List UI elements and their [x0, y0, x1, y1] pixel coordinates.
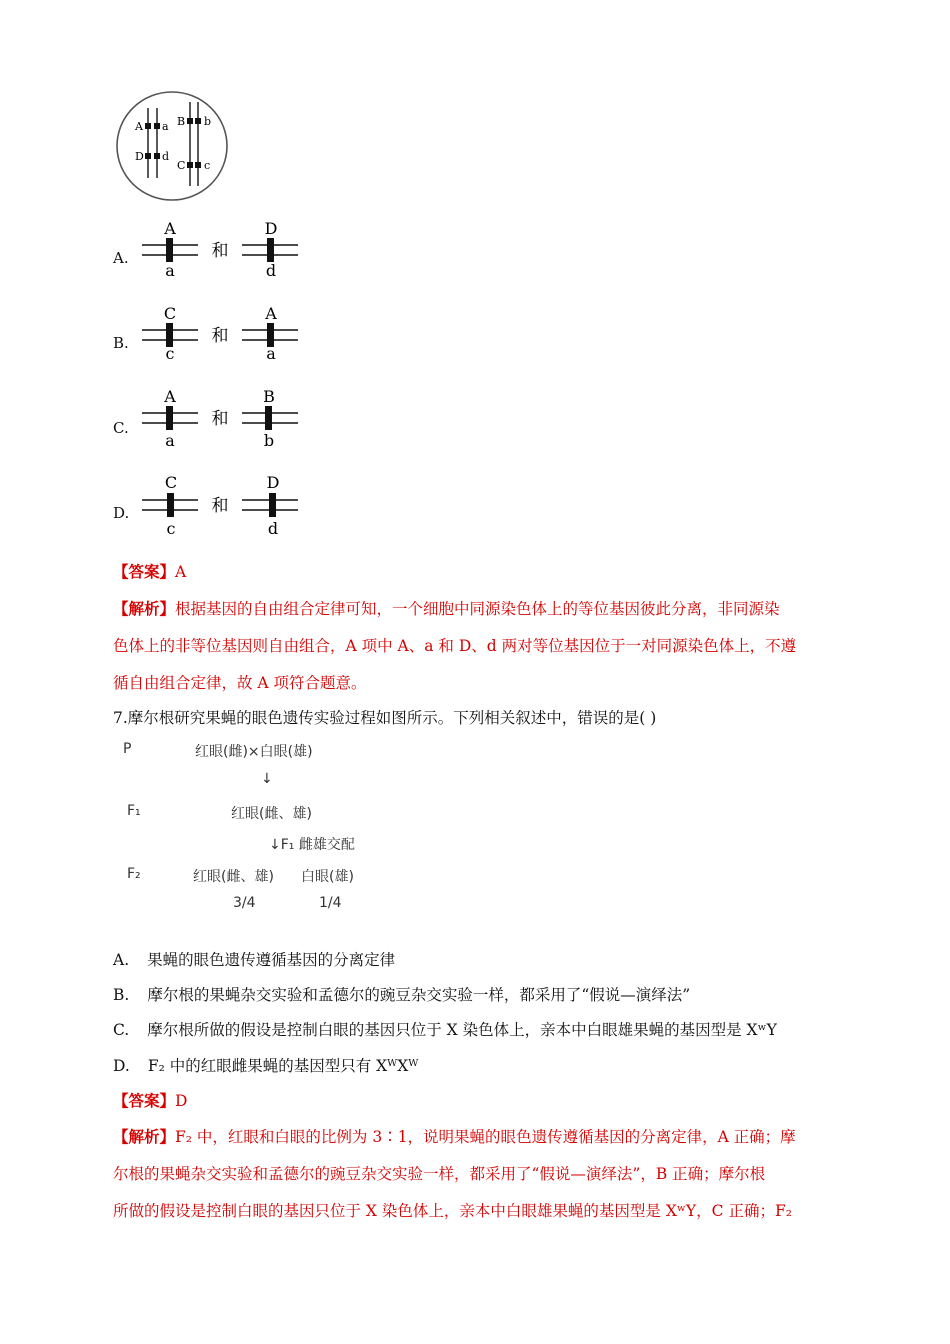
answer-value: D — [175, 1092, 188, 1110]
option-b-diagram — [140, 303, 300, 367]
option-b-left-top: C — [163, 304, 177, 323]
option-a-right-bottom: d — [265, 261, 277, 280]
option-c-left-top: A — [164, 387, 176, 406]
q7-option-b: B. 摩尔根的果蝇杂交实验和孟德尔的豌豆杂交实验一样，都采用了“假说—演绎法” — [113, 986, 691, 1004]
analysis-q7-line2: 尔根的果蝇杂交实验和孟德尔的豌豆杂交实验一样，都采用了“假说—演绎法”，B 正确；摩尔根 — [113, 1165, 766, 1183]
flow-f2-white: 白眼(雄) — [301, 869, 354, 885]
q7-option-c: C. 摩尔根所做的假设是控制白眼的基因只位于 X 染色体上，亲本中白眼雄果蝇的基因型是 XʷY — [113, 1021, 777, 1039]
and-word: 和 — [211, 496, 229, 516]
flow-p-label: P — [123, 741, 132, 757]
option-b-letter: B. — [113, 334, 129, 352]
flow-f1-mating: ↓F₁ 雌雄交配 — [269, 837, 355, 853]
flow-arrow-down: ↓ — [261, 771, 273, 787]
analysis-q6-line3: 循自由组合定律，故 A 项符合题意。 — [113, 674, 367, 692]
answer-label: 【答案】 — [113, 1091, 176, 1110]
option-c-right-top: B — [263, 387, 275, 406]
analysis-q6-line1: 【解析】根据基因的自由组合定律可知，一个细胞中同源染色体上的等位基因彼此分离，非同源染 — [113, 599, 780, 618]
cell-label-B: B — [177, 115, 186, 128]
option-d-letter: D. — [113, 504, 130, 522]
analysis-q7-line1: 【解析】F₂ 中，红眼和白眼的比例为 3∶1，说明果蝇的眼色遗传遵循基因的分离定律，A 正确；摩 — [113, 1127, 796, 1146]
and-word: 和 — [211, 409, 229, 429]
and-word: 和 — [211, 241, 229, 261]
option-b-right-bottom: a — [266, 344, 276, 363]
option-c-right-bottom: b — [263, 431, 275, 450]
option-a-right-top: D — [264, 219, 278, 238]
option-d-right-top: D — [266, 473, 280, 492]
analysis-q6-line2: 色体上的非等位基因则自由组合，A 项中 A、a 和 D、d 两对等位基因位于一对同源染色体上，不遵 — [113, 637, 797, 655]
flow-f2-label: F₂ — [127, 866, 141, 882]
flow-ratio-white: 1/4 — [319, 895, 342, 911]
flow-f2-red: 红眼(雌、雄) — [193, 869, 274, 885]
analysis-label: 【解析】 — [113, 1127, 176, 1146]
option-a-left-top: A — [164, 219, 176, 238]
cross-flow-diagram — [113, 735, 373, 915]
option-d-left-bottom: c — [166, 519, 176, 538]
cell-diagram — [115, 90, 230, 202]
option-a-diagram — [140, 218, 300, 282]
analysis-label: 【解析】 — [113, 599, 176, 618]
option-c-left-bottom: a — [165, 431, 175, 450]
question-7-stem: 7.摩尔根研究果蝇的眼色遗传实验过程如图所示。下列相关叙述中，错误的是( ) — [113, 709, 657, 727]
option-d-left-top: C — [164, 473, 178, 492]
flow-f1-text: 红眼(雌、雄) — [231, 806, 312, 822]
option-c-diagram — [140, 386, 300, 450]
q7-option-d: D. F₂ 中的红眼雌果蝇的基因型只有 XᵂXᵂ — [113, 1057, 419, 1075]
option-d-right-bottom: d — [267, 519, 279, 538]
option-d-diagram — [140, 472, 300, 538]
option-b-left-bottom: c — [165, 344, 175, 363]
cell-label-D: D — [135, 150, 144, 163]
cell-label-d: d — [162, 150, 170, 163]
option-b-right-top: A — [265, 304, 277, 323]
and-word: 和 — [211, 326, 229, 346]
flow-f1-label: F₁ — [127, 803, 141, 819]
option-a-left-bottom: a — [165, 261, 175, 280]
flow-p-cross: 红眼(雌)×白眼(雄) — [195, 744, 313, 760]
answer-q6 — [113, 562, 186, 582]
answer-q7 — [113, 1091, 187, 1111]
answer-value: A — [175, 563, 187, 581]
cell-label-A: A — [135, 120, 143, 133]
option-c-letter: C. — [113, 419, 129, 437]
answer-label: 【答案】 — [113, 562, 176, 581]
analysis-q7-line3: 所做的假设是控制白眼的基因只位于 X 染色体上，亲本中白眼雄果蝇的基因型是 XʷY，C 正确；F₂ — [113, 1202, 792, 1220]
flow-ratio-red: 3/4 — [233, 895, 256, 911]
cell-label-a: a — [162, 120, 169, 133]
option-a-letter: A. — [113, 249, 129, 267]
cell-label-b: b — [204, 115, 212, 128]
cell-label-C: C — [177, 159, 186, 172]
q7-option-a: A. 果蝇的眼色遗传遵循基因的分离定律 — [113, 951, 396, 969]
cell-label-c: c — [204, 159, 211, 172]
